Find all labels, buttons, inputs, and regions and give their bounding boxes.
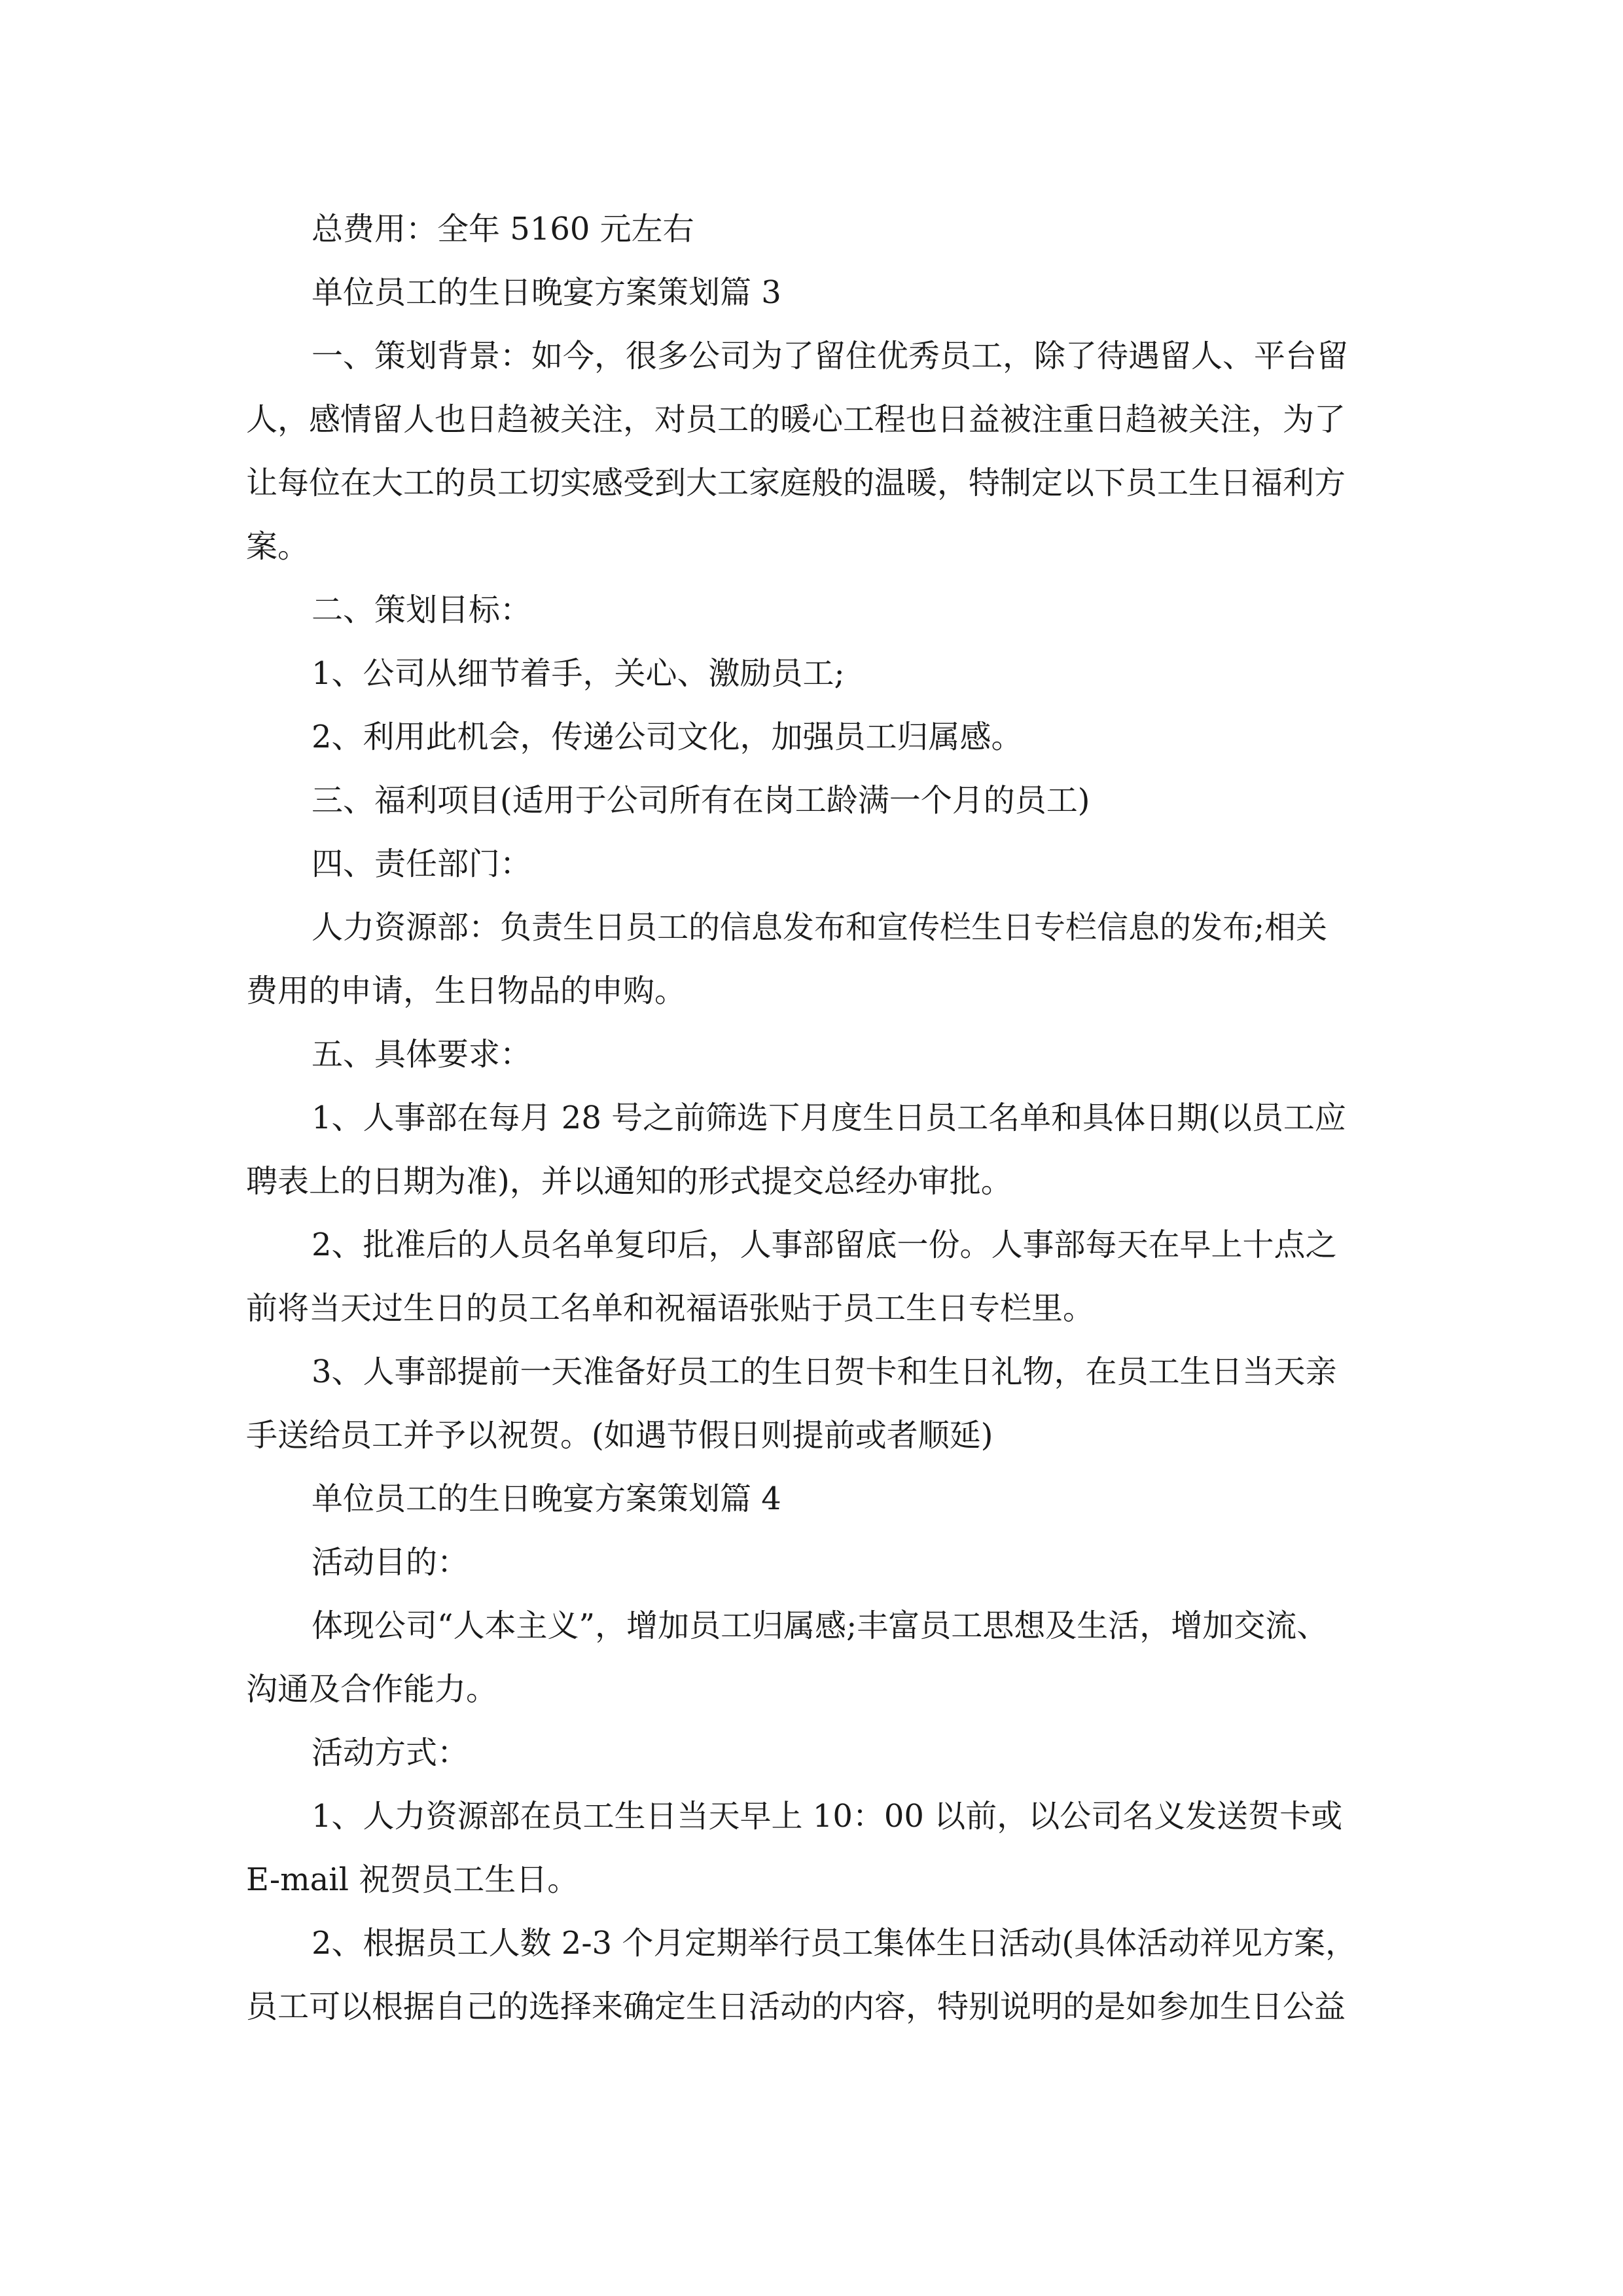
- paragraph-line: 人力资源部：负责生日员工的信息发布和宣传栏生日专栏信息的发布;相关: [312, 909, 1328, 946]
- paragraph-line: 体现公司“人本主义”，增加员工归属感;丰富员工思想及生活，增加交流、: [312, 1607, 1329, 1644]
- paragraph-line: 活动方式：: [312, 1734, 469, 1771]
- paragraph-line: 聘表上的日期为准)，并以通知的形式提交总经办审批。: [246, 1163, 1012, 1200]
- paragraph-line: 二、策划目标：: [312, 592, 532, 628]
- paragraph-line: 3、人事部提前一天准备好员工的生日贺卡和生日礼物，在员工生日当天亲: [312, 1354, 1337, 1390]
- paragraph-line: 让每位在大工的员工切实感受到大工家庭般的温暖，特制定以下员工生日福利方: [246, 465, 1346, 501]
- paragraph-line: 五、具体要求：: [312, 1036, 532, 1073]
- paragraph-line: 1、公司从细节着手，关心、激励员工;: [312, 655, 845, 692]
- paragraph-line: 一、策划背景：如今，很多公司为了留住优秀员工，除了待遇留人、平台留: [312, 338, 1349, 374]
- paragraph-line: 三、福利项目(适用于公司所有在岗工龄满一个月的员工): [312, 782, 1090, 819]
- paragraph-line: 案。: [246, 528, 310, 565]
- total-cost-line: 总费用：全年 5160 元左右: [312, 211, 694, 247]
- paragraph-line: 活动目的：: [312, 1544, 469, 1581]
- paragraph-line: 四、责任部门：: [312, 846, 532, 882]
- section-heading-3: 单位员工的生日晚宴方案策划篇 3: [312, 274, 781, 311]
- paragraph-line: 沟通及合作能力。: [246, 1671, 498, 1708]
- paragraph-line: 手送给员工并予以祝贺。(如遇节假日则提前或者顺延): [246, 1417, 993, 1454]
- paragraph-line: 2、利用此机会，传递公司文化，加强员工归属感。: [312, 719, 1023, 755]
- paragraph-line: E-mail 祝贺员工生日。: [246, 1861, 579, 1898]
- paragraph-line: 2、批准后的人员名单复印后，人事部留底一份。人事部每天在早上十点之: [312, 1227, 1337, 1263]
- paragraph-line: 人，感情留人也日趋被关注，对员工的暖心工程也日益被注重日趋被关注，为了: [246, 401, 1346, 438]
- paragraph-line: 1、人力资源部在员工生日当天早上 10：00 以前，以公司名义发送贺卡或: [312, 1798, 1343, 1835]
- paragraph-line: 2、根据员工人数 2-3 个月定期举行员工集体生日活动(具体活动祥见方案，: [312, 1925, 1357, 1962]
- paragraph-line: 前将当天过生日的员工名单和祝福语张贴于员工生日专栏里。: [246, 1290, 1095, 1327]
- paragraph-line: 1、人事部在每月 28 号之前筛选下月度生日员工名单和具体日期(以员工应: [312, 1100, 1346, 1136]
- paragraph-line: 员工可以根据自己的选择来确定生日活动的内容，特别说明的是如参加生日公益: [246, 1988, 1346, 2025]
- section-heading-4: 单位员工的生日晚宴方案策划篇 4: [312, 1480, 781, 1517]
- paragraph-line: 费用的申请，生日物品的申购。: [246, 973, 687, 1009]
